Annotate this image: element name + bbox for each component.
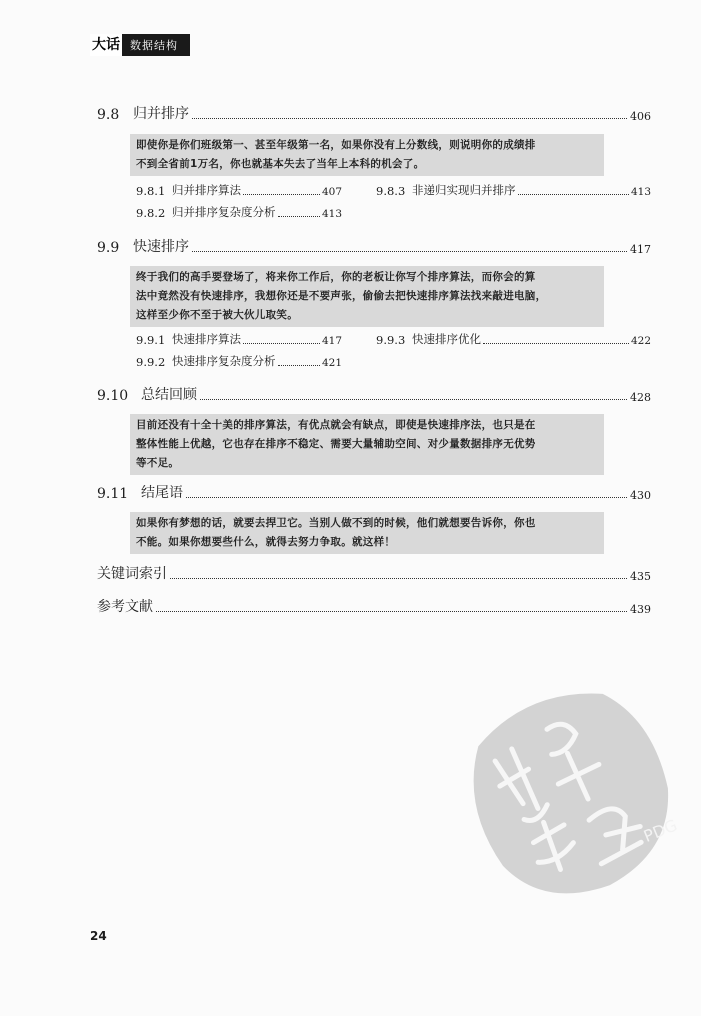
leader-dots	[278, 216, 320, 217]
section-summary	[130, 512, 604, 554]
section-title: 快速排序	[133, 239, 189, 255]
section-summary	[130, 134, 604, 176]
subsection-number: 9.9.2	[136, 355, 166, 369]
subsection-title: 非递归实现归并排序	[412, 183, 516, 197]
subsection-page: 413	[321, 208, 342, 220]
subsection-number: 9.9.3	[376, 333, 406, 347]
leader-dots	[278, 365, 320, 366]
logo-sub-text: 数据结构	[130, 39, 178, 52]
summary-line: 不能。如果你想要些什么，就得去努力争取。就这样！	[136, 536, 396, 548]
section-title: 结尾语	[141, 485, 183, 501]
section-number: 9.8	[97, 107, 120, 123]
section-page: 406	[630, 110, 651, 123]
section-summary	[130, 266, 604, 327]
subsection-page: 421	[321, 357, 342, 369]
section-number: 9.10	[97, 388, 129, 404]
appendix-page: 435	[630, 570, 651, 583]
subsection-page: 422	[630, 335, 651, 347]
summary-line: 终于我们的高手要登场了，将来你工作后，你的老板让你写个排序算法，而你会的算	[136, 271, 536, 283]
leader-dots	[156, 611, 627, 612]
logo-big-text: 大话	[90, 34, 124, 56]
leader-dots	[186, 497, 627, 498]
summary-line: 不到全省前1万名，你也就基本失去了当年上本科的机会了。	[136, 158, 425, 170]
leader-dots	[243, 343, 320, 344]
subsection-title: 归并排序复杂度分析	[172, 205, 276, 219]
section-title: 归并排序	[133, 106, 189, 122]
toc-section-9-11[interactable]	[97, 482, 651, 502]
leader-dots	[192, 251, 627, 252]
section-page: 417	[630, 243, 651, 256]
summary-line: 这样至少你不至于被大伙儿取笑。	[136, 309, 298, 321]
toc-section-9-10[interactable]	[97, 384, 651, 404]
section-page: 428	[630, 391, 651, 404]
subsection-number: 9.8.3	[376, 184, 406, 198]
appendix-page: 439	[630, 603, 651, 616]
leader-dots	[243, 194, 320, 195]
toc-subsection-9-8-2[interactable]	[136, 204, 342, 220]
appendix-title: 参考文献	[97, 599, 153, 615]
page-number: 24	[90, 929, 107, 943]
summary-line: 等不足。	[136, 457, 180, 469]
summary-line: 目前还没有十全十美的排序算法，有优点就会有缺点，即使是快速排序法，也只是在	[136, 419, 536, 431]
summary-line: 法中竟然没有快速排序，我想你还是不要声张，偷偷去把快速排序算法找来敲进电脑，	[136, 290, 547, 302]
appendix-title: 关键词索引	[97, 566, 167, 582]
subsection-page: 417	[321, 335, 342, 347]
toc-section-9-8[interactable]	[97, 103, 651, 123]
toc-subsection-9-8-1[interactable]	[136, 182, 342, 198]
leader-dots	[200, 399, 627, 400]
leader-dots	[483, 343, 629, 344]
toc-subsection-9-9-2[interactable]	[136, 353, 342, 369]
leader-dots	[170, 578, 627, 579]
leader-dots	[192, 118, 627, 119]
toc-subsection-9-8-3[interactable]	[376, 182, 651, 198]
stamp-mark: PDG	[640, 815, 680, 846]
section-number: 9.11	[97, 486, 129, 502]
subsection-title: 快速排序复杂度分析	[172, 354, 276, 368]
section-summary	[130, 414, 604, 475]
toc-section-9-9[interactable]	[97, 236, 651, 256]
toc-subsection-9-9-3[interactable]	[376, 331, 651, 347]
section-title: 总结回顾	[141, 387, 197, 403]
summary-line: 整体性能上优越，它也存在排序不稳定、需要大量辅助空间、对少量数据排序无优势	[136, 438, 536, 450]
subsection-title: 快速排序算法	[172, 332, 241, 346]
subsection-number: 9.8.2	[136, 206, 166, 220]
leader-dots	[518, 194, 629, 195]
subsection-title: 快速排序优化	[412, 332, 481, 346]
toc-keyword-index[interactable]	[97, 563, 651, 583]
subsection-page: 407	[321, 186, 342, 198]
toc-subsection-9-9-1[interactable]	[136, 331, 342, 347]
book-logo	[90, 34, 190, 56]
summary-line: 如果你有梦想的话，就要去捍卫它。当别人做不到的时候，他们就想要告诉你，你也	[136, 517, 536, 529]
subsection-number: 9.8.1	[136, 184, 166, 198]
summary-line: 即使你是你们班级第一、甚至年级第一名，如果你没有上分数线，则说明你的成绩排	[136, 139, 536, 151]
toc-references[interactable]	[97, 596, 651, 616]
seal-stamp-watermark	[430, 654, 701, 930]
subsection-number: 9.9.1	[136, 333, 166, 347]
subsection-page: 413	[630, 186, 651, 198]
section-number: 9.9	[97, 240, 120, 256]
subsection-title: 归并排序算法	[172, 183, 241, 197]
section-page: 430	[630, 489, 651, 502]
